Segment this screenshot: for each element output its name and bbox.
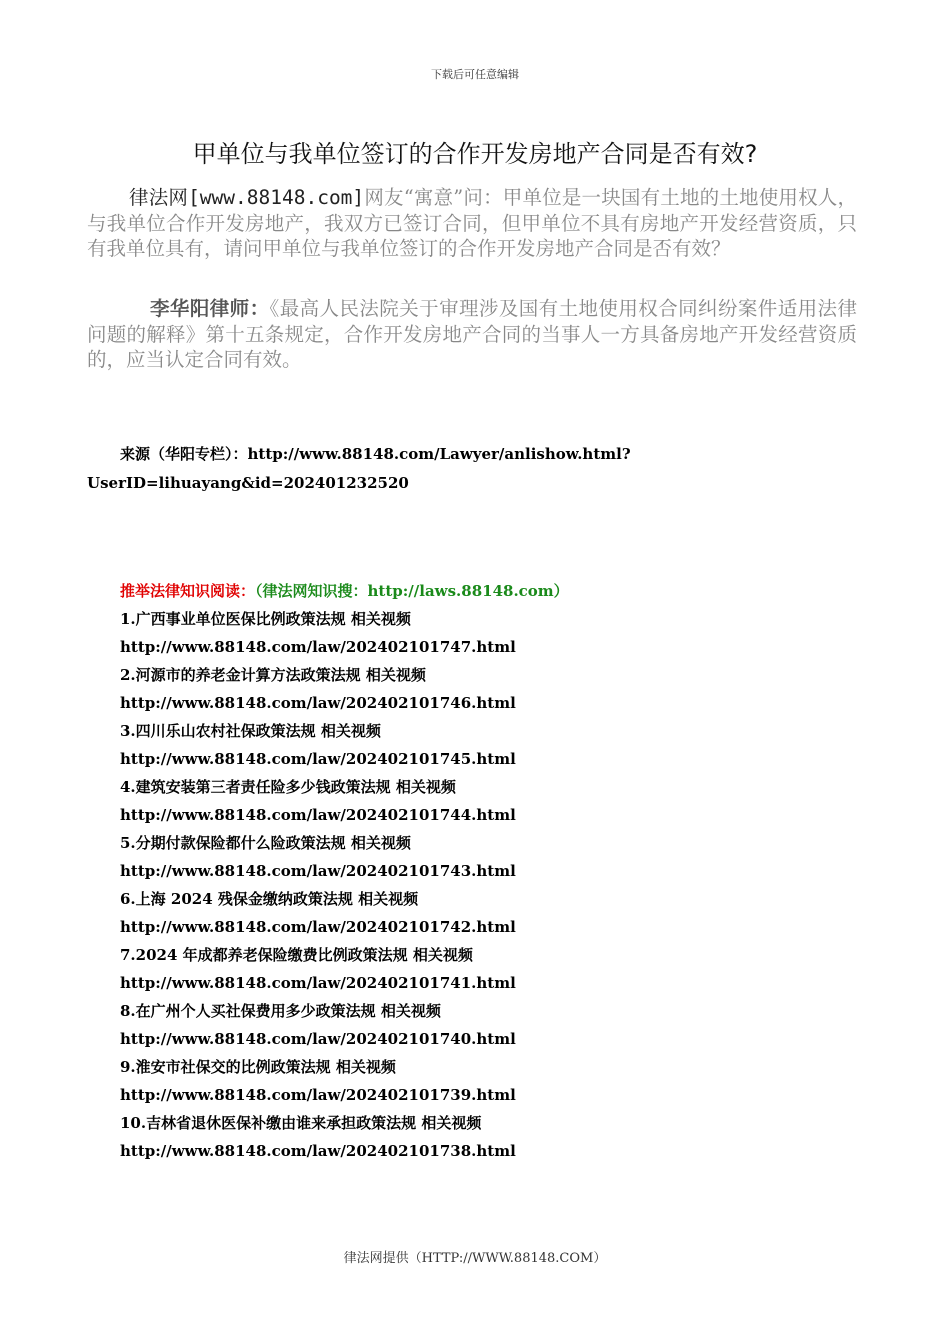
answer-paragraph <box>87 296 857 373</box>
page-header: 下载后可任意编辑 <box>431 68 519 81</box>
source-line: 来源（华阳专栏）：http://www.88148.com/Lawyer/anlishow.html?UserID=lihuayang&id=202401232520 <box>87 445 631 492</box>
article-title[interactable]: 4.建筑安装第三者责任险多少钱政策法规 相关视频 <box>120 778 456 796</box>
list-item <box>120 661 900 717</box>
list-item <box>120 997 900 1053</box>
recommended-heading-label: 推举法律知识阅读： <box>120 582 256 600</box>
recommended-list <box>120 605 900 1165</box>
list-item <box>120 941 900 997</box>
list-item <box>120 885 900 941</box>
question-paragraph <box>87 185 857 262</box>
article-title[interactable]: 9.淮安市社保交的比例政策法规 相关视频 <box>120 1058 396 1076</box>
recommended-heading <box>120 578 900 605</box>
list-item <box>120 605 900 661</box>
document-title: 甲单位与我单位签订的合作开发房地产合同是否有效? <box>192 140 758 168</box>
article-title[interactable]: 3.四川乐山农村社保政策法规 相关视频 <box>120 722 381 740</box>
list-item <box>120 717 900 773</box>
article-title[interactable]: 6.上海 2024 残保金缴纳政策法规 相关视频 <box>120 890 419 908</box>
article-url[interactable]: http://www.88148.com/law/202402101742.html <box>120 918 516 936</box>
article-title[interactable]: 8.在广州个人买社保费用多少政策法规 相关视频 <box>120 1002 441 1020</box>
article-url[interactable]: http://www.88148.com/law/202402101745.html <box>120 750 516 768</box>
article-title[interactable]: 2.河源市的养老金计算方法政策法规 相关视频 <box>120 666 426 684</box>
list-item <box>120 773 900 829</box>
question-body: 网友“寓意”问：甲单位是一块国有土地的土地使用权人，与我单位合作开发房地产，我双方已签订合同，但甲单位不具有房地产开发经营资质，只有我单位具有，请问甲单位与我单位签订的合作开发房地产合同是否有效？ <box>87 186 857 260</box>
article-title[interactable]: 10.吉林省退休医保补缴由谁来承担政策法规 相关视频 <box>120 1114 482 1132</box>
article-title[interactable]: 5.分期付款保险都什么险政策法规 相关视频 <box>120 834 411 852</box>
page-footer: 律法网提供（HTTP://WWW.88148.COM） <box>343 1251 607 1266</box>
list-item <box>120 1053 900 1109</box>
article-url[interactable]: http://www.88148.com/law/202402101739.html <box>120 1086 516 1104</box>
article-url[interactable]: http://www.88148.com/law/202402101746.html <box>120 694 516 712</box>
recommended-reading <box>120 578 900 1165</box>
article-url[interactable]: http://www.88148.com/law/202402101744.html <box>120 806 516 824</box>
list-item <box>120 1109 900 1165</box>
article-url[interactable]: http://www.88148.com/law/202402101743.html <box>120 862 516 880</box>
article-url[interactable]: http://www.88148.com/law/202402101747.html <box>120 638 516 656</box>
article-url[interactable]: http://www.88148.com/law/202402101738.html <box>120 1142 516 1160</box>
article-title[interactable]: 7.2024 年成都养老保险缴费比例政策法规 相关视频 <box>120 946 473 964</box>
article-url[interactable]: http://www.88148.com/law/202402101740.html <box>120 1030 516 1048</box>
article-url[interactable]: http://www.88148.com/law/202402101741.html <box>120 974 516 992</box>
site-lead: 律法网[www.88148.com] <box>129 186 365 209</box>
article-title[interactable]: 1.广西事业单位医保比例政策法规 相关视频 <box>120 610 411 628</box>
list-item <box>120 829 900 885</box>
knowledge-search-link[interactable]: （律法网知识搜：http://laws.88148.com） <box>255 582 569 600</box>
lawyer-lead: 李华阳律师： <box>150 297 270 320</box>
answer-body: 《最高人民法院关于审理涉及国有土地使用权合同纠纷案件适用法律问题的解释》第十五条规定，合作开发房地产合同的当事人一方具备房地产开发经营资质的，应当认定合同有效。 <box>87 297 857 371</box>
